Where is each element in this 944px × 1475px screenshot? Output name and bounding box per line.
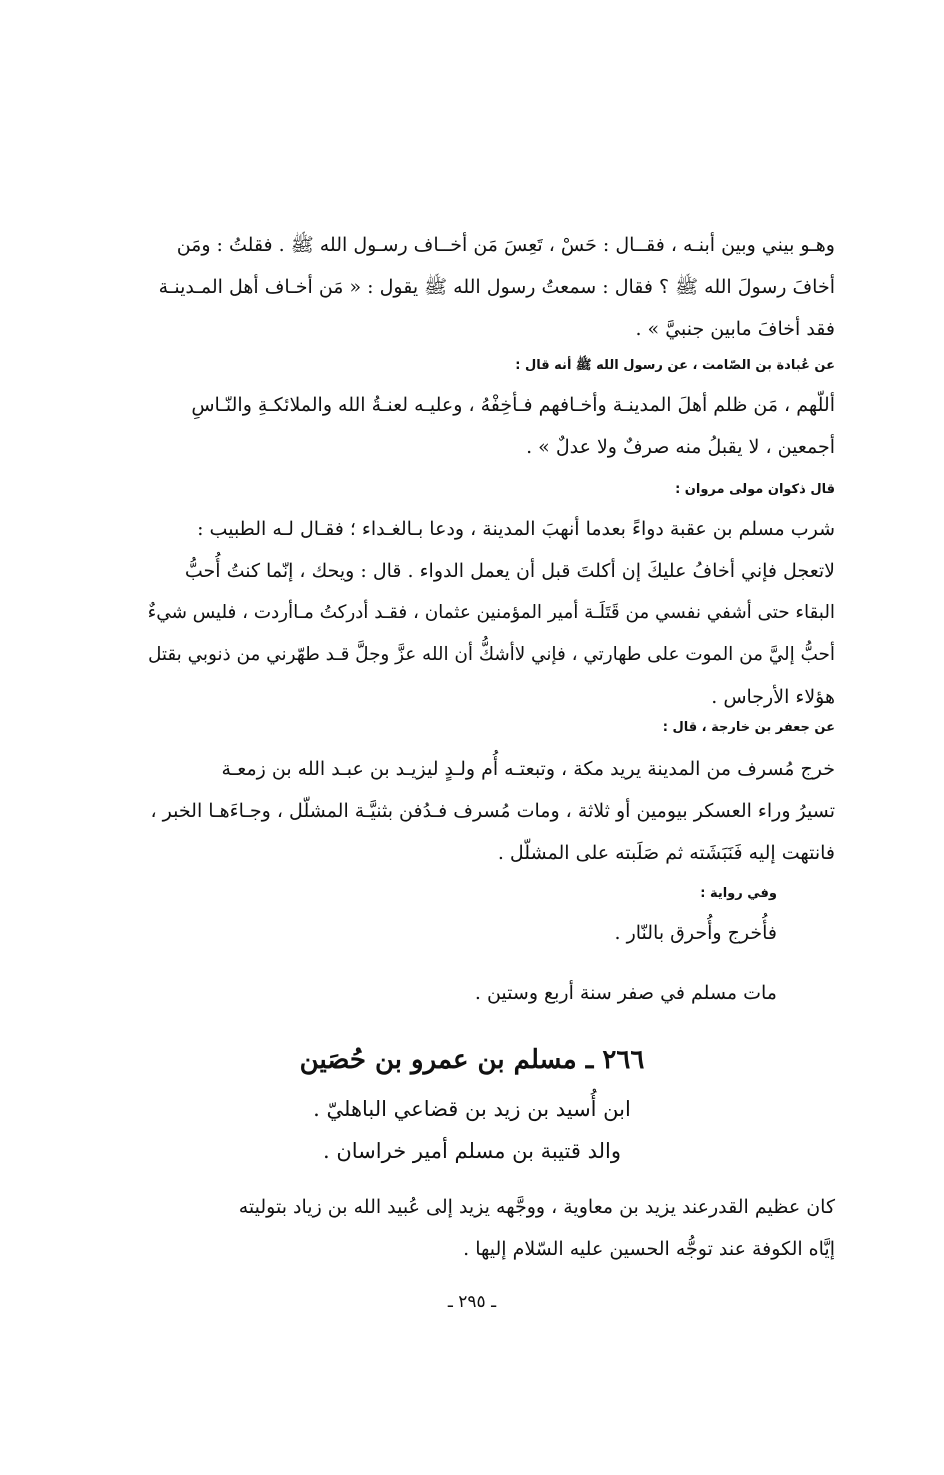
text-line: إيَّاه الكوفة عند توجُّه الحسين عليه السّلام إليها . [463,1238,835,1260]
text-line: كان عظيم القدرعند يزيد بن معاوية ، ووجَّهه يزيد إلى عُبيد الله بن زياد بتوليته [238,1196,835,1218]
paragraph-2 [133,384,835,468]
text-line: هؤلاء الأرجاس . [711,686,835,708]
text-line: أجمعين ، لا يقبلُ منه صرفٌ ولا عدلٌ » . [526,436,835,458]
entry-subtitle-1: ابن أُسيد بن زيد بن قضاعي الباهليّ . [313,1097,631,1121]
narrator-heading-3: عن جعفر بن خارجة ، قال : [662,720,835,735]
entry-subtitle-2: والد قتيبة بن مسلم أمير خراسان . [323,1139,621,1163]
text-line: لاتعجل فإني أخافُ عليكَ إن أكلتَ قبل أن يعمل الدواء . قال : ويحك ، إنّما كنتُ أُحبُّ [184,560,835,582]
paragraph-6: مات مسلم في صفر سنة أربع وستين . [474,982,777,1004]
text-line: فانتهت إليه فَنَبَشَته ثم صَلَبته على المشلّل . [497,842,835,864]
text-line: أحبُّ إليَّ من الموت على طهارتي ، فإني لاأشكُّ أن الله عزَّ وجلَّ قـد طهّرني من ذنوبي بقتل [147,644,835,665]
paragraph-3 [133,508,835,718]
paragraph-5: فأُخرج وأُحرق بالنّار . [614,922,777,944]
text-line: فقد أخافَ مابين جنبيَّ » . [635,318,835,340]
paragraph-1 [133,224,835,350]
narrator-heading-1: عن عُبادة بن الصّامت ، عن رسول الله ﷺ أنه قال : [515,358,835,373]
entry-title: ٢٦٦ ـ مسلم بن عمرو بن حُصَين [299,1045,645,1075]
paragraph-7 [133,1186,835,1270]
text-line: تسيرُ وراء العسكر بيومين أو ثلاثة ، ومات مُسرف فـدُفن بثنيَّـة المشلّل ، وجـاءَهـا الخبر ، [150,800,835,822]
text-line: البقاء حتى أشفي نفسي من قَتَلَـة أمير المؤمنين عثمان ، فقـد أدركتُ مـاأردت ، فليس شيءٌ [147,602,835,623]
text-line: أللّهم ، مَن ظلم أهلَ المدينـة وأخـافهم فـأخِفْهُ ، وعليـه لعنـةُ الله والملائكـةِ والنّـاسِ [191,394,835,416]
paragraph-4 [133,748,835,874]
page-number: ـ ٢٩٥ ـ [447,1292,497,1312]
text-line: وهـو بيني وبين أبنـه ، فقــال : حَسْ ، تَعِسَ مَن أخــاف رسـول الله ﷺ . فقلتُ : ومَن [176,234,835,256]
narrator-heading-2: قال ذكوان مولى مروان : [675,482,835,497]
text-line: خرج مُسرف من المدينة يريد مكة ، وتبعتـه أُم ولـدٍ ليزيـد بن عبـد الله بن زمعـة [221,758,835,780]
narrator-heading-4: وفي رواية : [700,886,777,901]
text-line: أخافَ رسولَ الله ﷺ ؟ فقال : سمعتُ رسول الله ﷺ يقول : « مَن أخـاف أهل المـدينـة [158,276,835,298]
text-line: شرب مسلم بن عقبة دواءً بعدما أنهبَ المدينة ، ودعا بـالغـداء ؛ فقـال لـه الطبيب : [197,518,835,540]
